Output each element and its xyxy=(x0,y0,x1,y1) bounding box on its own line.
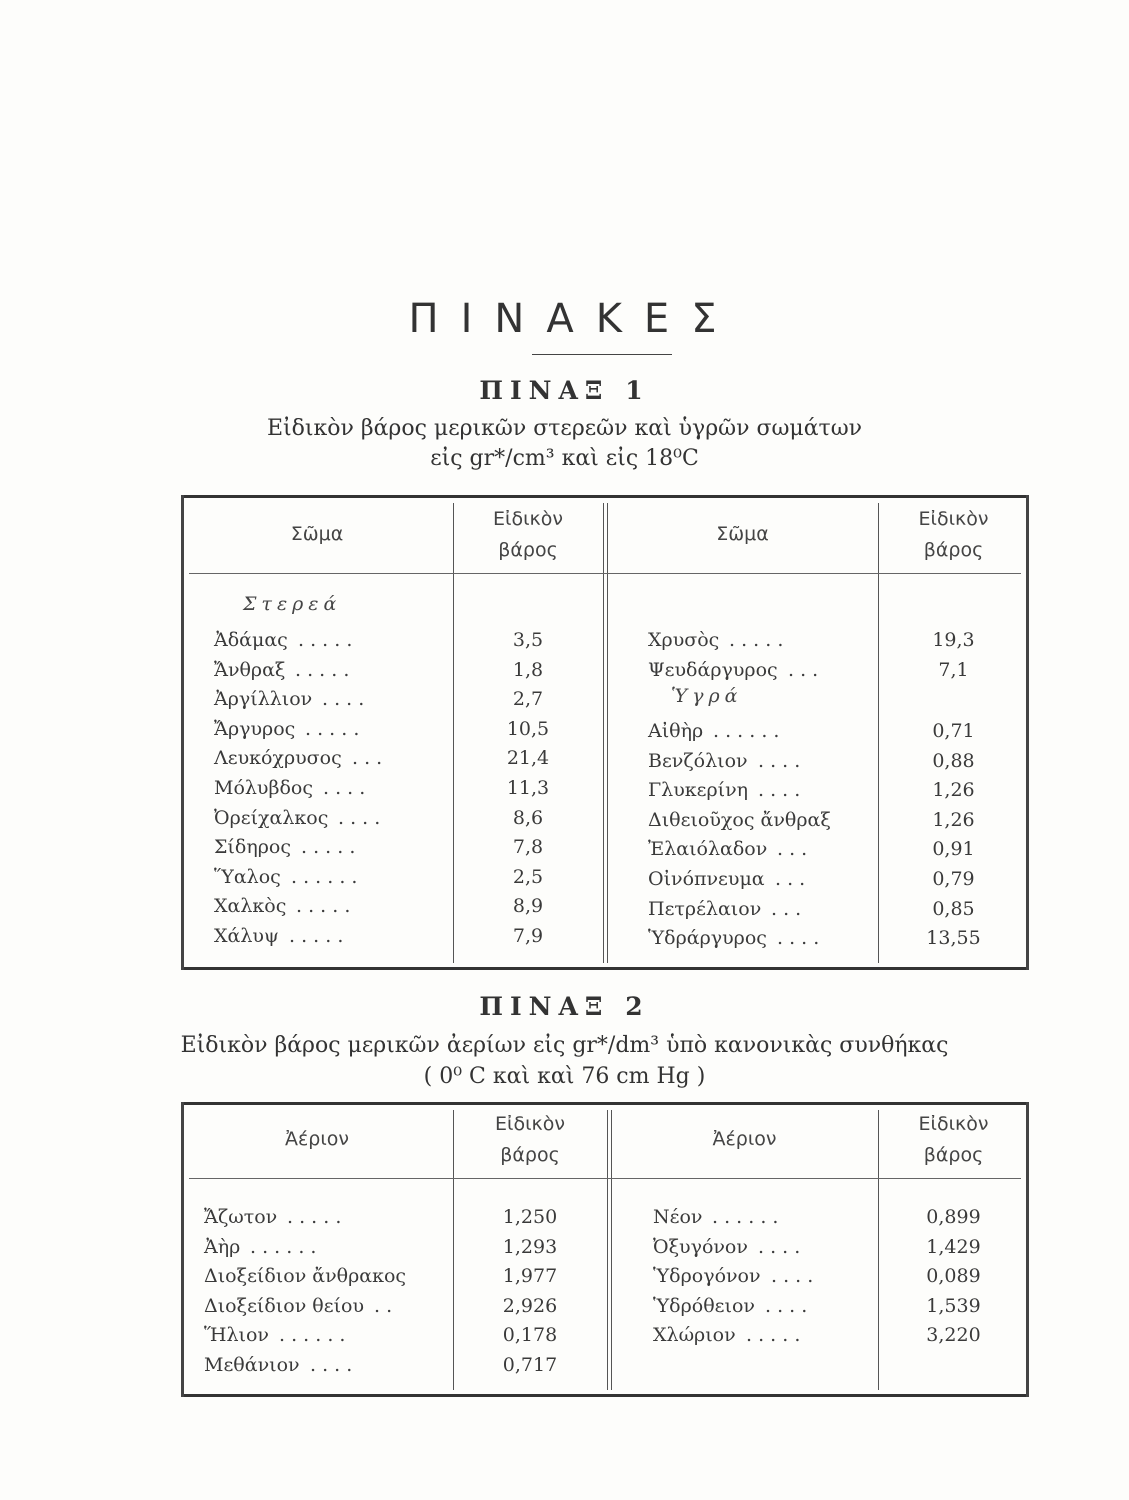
row-dots: . . . . xyxy=(322,688,365,711)
row-name: Ἐλαιόλαδον xyxy=(648,838,768,861)
row-name: Ὀξυγόνον xyxy=(653,1235,748,1258)
row-name: Χρυσὸς xyxy=(648,629,720,651)
row-name: Μεθάνιον xyxy=(204,1354,300,1376)
table1 xyxy=(181,495,1029,970)
row-value: 1,26 xyxy=(932,808,975,831)
row-name: Ἄνθραξ xyxy=(214,658,286,681)
row-dots: . . . . xyxy=(338,806,381,829)
table2-caption-line1: Εἰδικὸν βάρος μερικῶν ἀερίων εἰς gr*/dm³ ὑπὸ κανονικὰς συνθήκας xyxy=(180,1033,949,1058)
row-value: 0,899 xyxy=(926,1206,981,1228)
table2-caption-line2: ( 0⁰ C καὶ καὶ 76 cm Hg ) xyxy=(423,1064,706,1089)
row-name: Ἀργίλλιον xyxy=(214,688,313,711)
table-row xyxy=(181,655,1029,685)
row-name: Ὑδρογόνον xyxy=(653,1265,761,1288)
table-row xyxy=(181,1202,1029,1232)
table2-header-name-right: Ἀέριον xyxy=(712,1128,777,1150)
row-value: 0,089 xyxy=(926,1265,981,1288)
row-dots: . . . . xyxy=(765,1294,808,1317)
row-value: 8,6 xyxy=(512,806,544,829)
table-row xyxy=(181,684,1029,714)
table1-header-value-left-1: Εἰδικὸν xyxy=(493,508,563,530)
row-value: 1,8 xyxy=(512,658,544,681)
table2-header-value-left-1: Εἰδικὸν xyxy=(495,1113,565,1135)
table2-top-rule xyxy=(181,1102,1029,1105)
table1-bottom-rule xyxy=(181,967,1029,970)
row-dots: . . . . xyxy=(758,1235,801,1258)
row-value: 0,71 xyxy=(932,720,975,742)
row-name: Χαλκὸς xyxy=(214,895,287,918)
row-name: Διοξείδιον ἄνθρακος xyxy=(204,1265,407,1288)
row-value: 0,85 xyxy=(932,897,975,920)
row-name: Ὀρείχαλκος xyxy=(214,806,329,829)
row-name: Διθειοῦχος ἄνθραξ xyxy=(648,808,831,831)
page-title: ΠΙΝΑΚΕΣ xyxy=(408,296,739,342)
table-row xyxy=(181,894,1029,924)
row-value: 7,8 xyxy=(512,836,544,859)
table2-header-value-right-2: βάρος xyxy=(923,1144,984,1166)
table1-caption-line1: Εἰδικὸν βάρος μερικῶν στερεῶν καὶ ὑγρῶν σωμάτων xyxy=(266,416,863,441)
table1-header-rule xyxy=(189,573,1021,574)
row-value: 0,178 xyxy=(502,1324,558,1347)
row-name: Χάλυψ xyxy=(214,925,279,947)
row-name: Ἀὴρ xyxy=(204,1235,241,1258)
row-value: 1,977 xyxy=(502,1265,558,1288)
table-row xyxy=(181,716,1029,746)
row-name: Μόλυβδος xyxy=(214,777,313,799)
row-dots: . . . xyxy=(777,838,808,861)
table1-top-rule xyxy=(181,495,1029,498)
row-value: 3,5 xyxy=(512,629,544,651)
row-name: Ἄζωτον xyxy=(204,1206,278,1228)
table-row xyxy=(181,805,1029,835)
row-name: Σίδηρος xyxy=(214,836,291,859)
table-row xyxy=(181,746,1029,776)
row-value: 8,9 xyxy=(512,895,544,918)
row-name: Διοξείδιον θείου xyxy=(204,1294,365,1317)
row-dots: . . . . . xyxy=(746,1324,801,1347)
row-value: 10,5 xyxy=(506,717,550,740)
row-value: 1,26 xyxy=(932,779,975,802)
row-value: 2,7 xyxy=(512,688,544,711)
row-dots: . . . . . xyxy=(287,1206,342,1228)
row-dots: . . . . . xyxy=(305,717,360,740)
row-dots: . . . xyxy=(775,868,806,890)
table-row xyxy=(181,625,1029,655)
row-value: 13,55 xyxy=(926,927,981,950)
row-name: Γλυκερίνη xyxy=(648,779,749,802)
row-value: 1,429 xyxy=(926,1235,981,1258)
row-dots: . . . . xyxy=(323,777,366,799)
table2-header-value-left-2: βάρος xyxy=(500,1144,560,1166)
table2 xyxy=(181,1102,1029,1397)
table2-header-rule xyxy=(189,1178,1021,1179)
row-value: 1,293 xyxy=(502,1235,558,1258)
row-dots: . . . . . . xyxy=(712,1206,779,1228)
row-dots: . . xyxy=(374,1294,393,1317)
row-value: 0,717 xyxy=(502,1354,558,1376)
row-name: Ψευδάργυρος xyxy=(648,658,778,681)
row-value: 0,79 xyxy=(932,868,975,890)
row-name: Ἄργυρος xyxy=(214,717,296,740)
row-name: Ὕαλος xyxy=(214,865,281,888)
row-dots: . . . . . xyxy=(289,925,344,947)
row-value: 3,220 xyxy=(926,1324,981,1347)
table1-title: ΠΙΝΑΞ 1 xyxy=(479,376,650,405)
table-row xyxy=(181,1232,1029,1262)
row-name: Πετρέλαιον xyxy=(648,897,762,920)
row-dots: . . . . . xyxy=(296,895,351,918)
row-value: 21,4 xyxy=(506,747,550,770)
row-dots: . . . xyxy=(352,747,383,770)
table1-header-value-left-2: βάρος xyxy=(498,539,558,561)
row-dots: . . . . . . xyxy=(250,1235,317,1258)
table2-header-value-right-1: Εἰδικὸν xyxy=(918,1113,989,1135)
row-value: 0,91 xyxy=(932,838,975,861)
row-value: 2,926 xyxy=(502,1294,558,1317)
row-name: Ἀδάμας xyxy=(214,629,288,651)
row-dots: . . . . xyxy=(758,779,801,802)
row-value: 2,5 xyxy=(512,865,544,888)
row-value: 19,3 xyxy=(932,629,975,651)
table-row xyxy=(181,864,1029,894)
table-row xyxy=(181,923,1029,953)
row-name: Οἰνόπνευμα xyxy=(648,868,765,890)
table-row xyxy=(181,1291,1029,1321)
table1-header-name-left: Σῶμα xyxy=(290,523,344,545)
row-name: Νέον xyxy=(653,1206,703,1228)
table1-header-value-right-1: Εἰδικὸν xyxy=(918,508,989,530)
row-dots: . . . . . xyxy=(301,836,356,859)
table-row xyxy=(181,1350,1029,1380)
row-name: Αἰθὴρ xyxy=(648,720,704,742)
row-name: Λευκόχρυσος xyxy=(214,747,342,770)
row-dots: . . . . xyxy=(310,1354,353,1376)
table2-header-name-left: Ἀέριον xyxy=(285,1128,349,1150)
row-dots: . . . . xyxy=(758,749,801,772)
table2-title: ΠΙΝΑΞ 2 xyxy=(479,992,650,1021)
row-name: Ἥλιον xyxy=(204,1324,269,1347)
table1-section-liquids: Ὑγρά xyxy=(671,685,743,707)
table-row xyxy=(181,1320,1029,1350)
title-rule xyxy=(532,354,672,355)
table2-bottom-rule xyxy=(181,1394,1029,1397)
row-dots: . . . . . xyxy=(298,629,353,651)
row-dots: . . . . . . xyxy=(279,1324,346,1347)
row-name: Ὑδράργυρος xyxy=(648,927,767,950)
table1-header-value-right-2: βάρος xyxy=(923,539,984,561)
row-dots: . . . . xyxy=(771,1265,814,1288)
table1-section-solids: Στερεά xyxy=(243,593,342,615)
table-row xyxy=(181,775,1029,805)
row-dots: . . . xyxy=(788,658,819,681)
row-value: 1,539 xyxy=(926,1294,981,1317)
row-dots: . . . xyxy=(771,897,802,920)
table-row xyxy=(181,1261,1029,1291)
row-dots: . . . . . . xyxy=(713,720,780,742)
row-name: Χλώριον xyxy=(653,1324,736,1347)
row-name: Ὑδρόθειον xyxy=(653,1294,755,1317)
row-value: 7,1 xyxy=(938,658,969,681)
row-dots: . . . . . xyxy=(729,629,784,651)
table1-caption-line2: εἰς gr*/cm³ καὶ εἰς 18⁰C xyxy=(430,446,699,471)
row-dots: . . . . . . xyxy=(291,865,358,888)
row-value: 0,88 xyxy=(932,749,975,772)
row-value: 11,3 xyxy=(506,777,550,799)
row-value: 1,250 xyxy=(502,1206,558,1228)
table-row xyxy=(181,834,1029,864)
row-dots: . . . . xyxy=(777,927,820,950)
table1-header-name-right: Σῶμα xyxy=(716,523,769,545)
row-name: Βενζόλιον xyxy=(648,749,748,772)
row-value: 7,9 xyxy=(512,925,544,947)
row-dots: . . . . . xyxy=(295,658,350,681)
